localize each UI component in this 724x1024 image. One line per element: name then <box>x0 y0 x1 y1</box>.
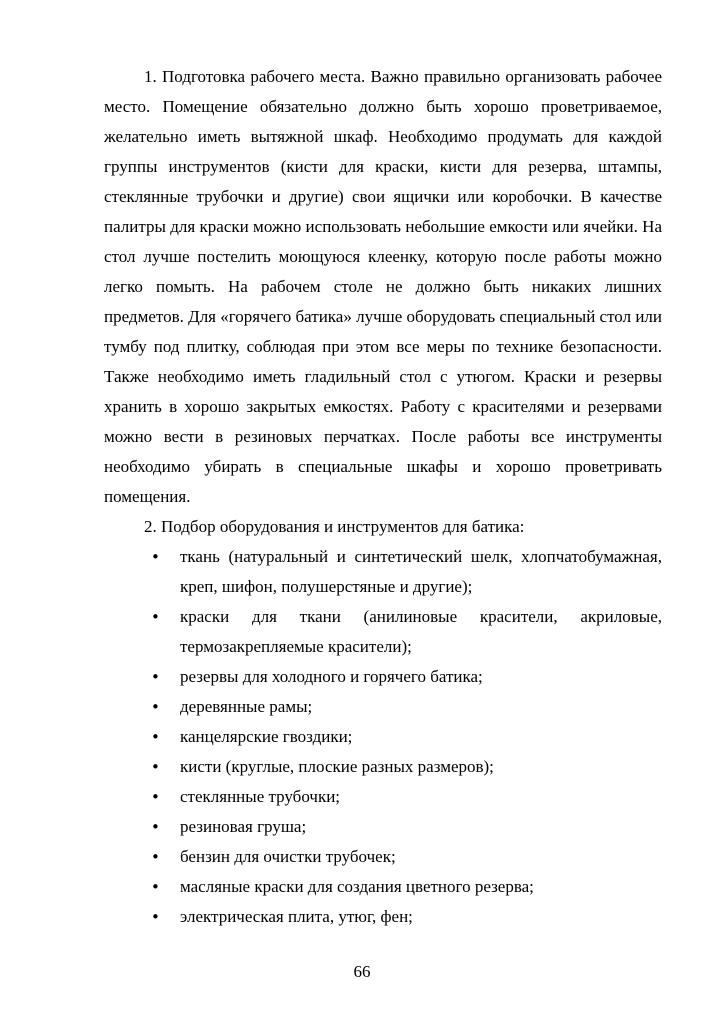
bullet-icon: • <box>151 788 160 806</box>
bullet-icon: • <box>151 818 160 836</box>
bullet-icon: • <box>151 698 160 716</box>
list-item <box>104 842 662 872</box>
bullet-icon: • <box>151 728 160 746</box>
bullet-icon: • <box>151 908 160 926</box>
bullet-icon: • <box>151 758 160 776</box>
list-item <box>104 872 662 902</box>
list-item-text: ткань (натуральный и синтетический шелк, хлопчатобумажная, креп, шифон, полушерстяные и другие); <box>180 547 662 596</box>
list-item-text: стеклянные трубочки; <box>180 787 341 806</box>
bullet-icon: • <box>151 548 160 566</box>
bullet-icon: • <box>151 878 160 896</box>
list-item-text: краски для ткани (анилиновые красители, акриловые, термозакрепляемые красители); <box>180 607 662 656</box>
bullet-icon: • <box>151 608 160 626</box>
bullet-icon: • <box>151 848 160 866</box>
paragraph-equipment-heading: 2. Подбор оборудования и инструментов для батика: <box>144 517 525 536</box>
list-item-text: электрическая плита, утюг, фен; <box>180 907 413 926</box>
list-item <box>104 692 662 722</box>
list-item <box>104 902 662 932</box>
paragraph-workspace-preparation: 1. Подготовка рабочего места. Важно правильно организовать рабочее место. Помещение обязательно должно быть хорошо проветриваемое, желательно иметь вытяжной шкаф. Необходимо продумать для каждой группы инструментов (кисти для краски, кисти для резерва, штампы, стеклянные трубочки и другие) свои ящички или коробочки. В качестве палитры для краски можно использовать небольшие емкости или ячейки. На стол лучше постелить моющуюся клеенку, которую после работы можно легко помыть. На рабочем столе не должно быть никаких лишних предметов. Для «горячего батика» лучше оборудовать специальный стол или тумбу под плитку, соблюдая при этом все меры по технике безопасности. Также необходимо иметь гладильный стол с утюгом. Краски и резервы хранить в хорошо закрытых емкостях. Работу с красителями и резервами можно вести в резиновых перчатках. После работы все инструменты необходимо убирать в специальные шкафы и хорошо проветривать помещения. <box>104 67 662 506</box>
list-item <box>104 542 662 602</box>
equipment-list <box>104 542 662 932</box>
list-item-text: резервы для холодного и горячего батика; <box>180 667 483 686</box>
list-item <box>104 722 662 752</box>
list-item <box>104 752 662 782</box>
text-block <box>104 62 662 932</box>
list-item-text: деревянные рамы; <box>180 697 313 716</box>
list-item-text: кисти (круглые, плоские разных размеров); <box>180 757 494 776</box>
list-item-text: канцелярские гвоздики; <box>180 727 353 746</box>
list-item <box>104 812 662 842</box>
list-item <box>104 602 662 662</box>
list-item <box>104 662 662 692</box>
list-item-text: масляные краски для создания цветного резерва; <box>180 877 534 896</box>
list-item-text: бензин для очистки трубочек; <box>180 847 396 866</box>
bullet-icon: • <box>151 668 160 686</box>
list-item-text: резиновая груша; <box>180 817 307 836</box>
page-number: 66 <box>353 962 371 981</box>
list-item <box>104 782 662 812</box>
